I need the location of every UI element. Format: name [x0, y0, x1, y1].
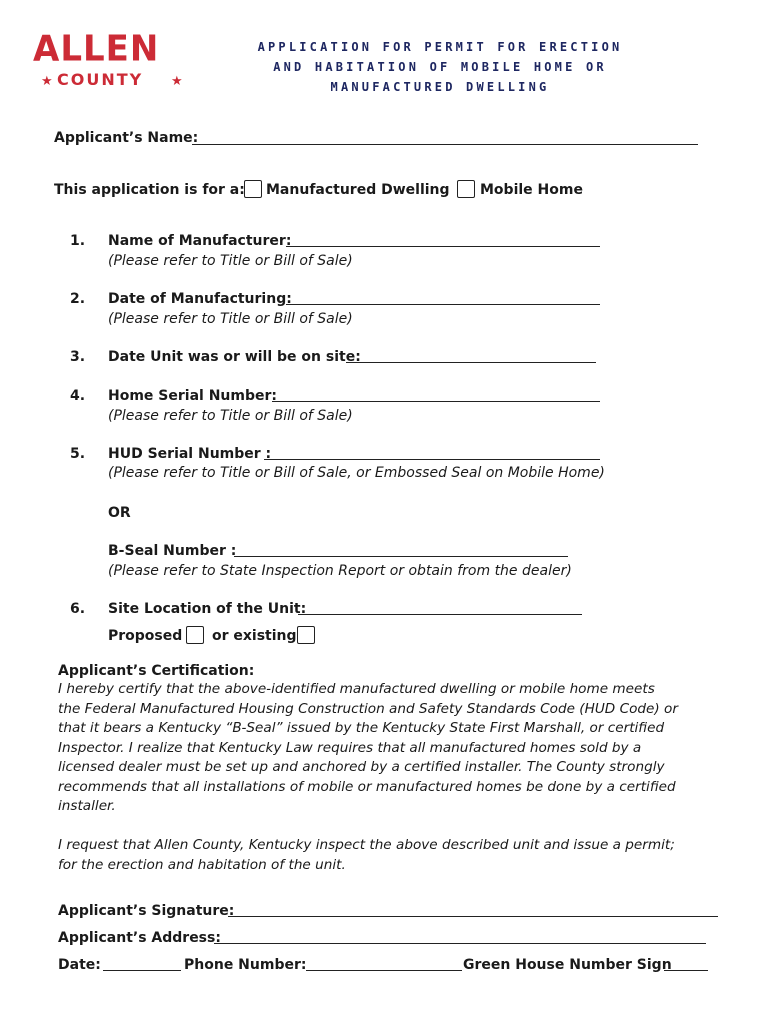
- star-icon: ★: [41, 74, 53, 89]
- certification-heading: Applicant’s Certification:: [58, 663, 255, 679]
- item-number: 2.: [70, 291, 86, 307]
- green-house-number-sign-label: Green House Number Sign: [463, 957, 672, 973]
- form-title-line-3: MANUFACTURED DWELLING: [330, 80, 550, 94]
- star-icon: ★: [171, 74, 183, 89]
- certification-line: that it bears a Kentucky “B-Seal” issued by the Kentucky State First Marshall, or certified: [58, 720, 665, 736]
- or-separator: OR: [108, 505, 131, 521]
- bseal-label: B-Seal Number :: [108, 543, 237, 559]
- on-site-date-label: Date Unit was or will be on site:: [108, 349, 361, 365]
- mobile-home-label: Mobile Home: [480, 182, 583, 198]
- manufacturing-date-note: (Please refer to Title or Bill of Sale): [108, 311, 353, 327]
- applicant-name-label: Applicant’s Name:: [54, 130, 199, 146]
- item-number: 1.: [70, 233, 86, 249]
- manufacturer-name-note: (Please refer to Title or Bill of Sale): [108, 253, 353, 269]
- logo-allen-text: ALLEN: [33, 28, 160, 71]
- certification-line: licensed dealer must be set up and anchored by a certified installer. The County strongly: [58, 759, 665, 775]
- mobile-home-checkbox[interactable]: [457, 180, 475, 198]
- manufacturer-name-field[interactable]: [286, 246, 600, 247]
- phone-label: Phone Number:: [184, 957, 307, 973]
- proposed-checkbox[interactable]: [186, 626, 204, 644]
- phone-field[interactable]: [306, 970, 462, 971]
- certification-text: [58, 680, 738, 817]
- request-line: I request that Allen County, Kentucky inspect the above described unit and issue a permit;: [58, 837, 675, 853]
- application-type-label: This application is for a:: [54, 182, 245, 198]
- address-field[interactable]: [214, 943, 706, 944]
- home-serial-note: (Please refer to Title or Bill of Sale): [108, 408, 353, 424]
- existing-checkbox[interactable]: [297, 626, 315, 644]
- permit-request-text: [58, 836, 738, 875]
- item-number: 3.: [70, 349, 86, 365]
- form-title-line-1: APPLICATION FOR PERMIT FOR ERECTION: [257, 40, 623, 54]
- hud-serial-field[interactable]: [264, 459, 600, 460]
- home-serial-field[interactable]: [272, 401, 600, 402]
- manufacturing-date-field[interactable]: [286, 304, 600, 305]
- manufacturing-date-label: Date of Manufacturing:: [108, 291, 292, 307]
- item-number: 6.: [70, 601, 86, 617]
- certification-line: recommends that all installations of mobile or manufactured homes be done by a certified: [58, 778, 676, 795]
- applicant-name-field[interactable]: [192, 144, 698, 145]
- manufacturer-name-label: Name of Manufacturer:: [108, 233, 292, 249]
- form-title-line-2: AND HABITATION OF MOBILE HOME OR: [273, 60, 607, 74]
- manufactured-dwelling-label: Manufactured Dwelling: [266, 182, 450, 198]
- signature-field[interactable]: [228, 916, 718, 917]
- address-label: Applicant’s Address:: [58, 930, 221, 946]
- certification-line: Inspector. I realize that Kentucky Law requires that all manufactured homes sold by a: [58, 739, 642, 756]
- home-serial-label: Home Serial Number:: [108, 388, 277, 404]
- item-number: 5.: [70, 446, 86, 462]
- existing-label: or existing: [212, 628, 297, 644]
- hud-serial-note: (Please refer to Title or Bill of Sale, or Embossed Seal on Mobile Home): [108, 465, 605, 481]
- site-location-field[interactable]: [298, 614, 582, 615]
- on-site-date-field[interactable]: [346, 362, 596, 363]
- bseal-field[interactable]: [234, 556, 568, 557]
- certification-line: installer.: [58, 798, 116, 814]
- proposed-label: Proposed: [108, 628, 183, 644]
- date-label: Date:: [58, 957, 101, 973]
- hud-serial-label: HUD Serial Number :: [108, 446, 272, 462]
- certification-line: I hereby certify that the above-identified manufactured dwelling or mobile home meets: [58, 681, 655, 697]
- request-line: for the erection and habitation of the unit.: [58, 856, 346, 873]
- logo-county-text: COUNTY: [57, 70, 144, 89]
- certification-line: the Federal Manufactured Housing Construction and Safety Standards Code (HUD Code) or: [58, 700, 678, 717]
- signature-label: Applicant’s Signature:: [58, 903, 235, 919]
- date-field[interactable]: [103, 970, 181, 971]
- manufactured-dwelling-checkbox[interactable]: [244, 180, 262, 198]
- item-number: 4.: [70, 388, 86, 404]
- green-house-number-sign-field[interactable]: [664, 970, 708, 971]
- site-location-label: Site Location of the Unit:: [108, 601, 307, 617]
- bseal-note: (Please refer to State Inspection Report or obtain from the dealer): [108, 563, 572, 579]
